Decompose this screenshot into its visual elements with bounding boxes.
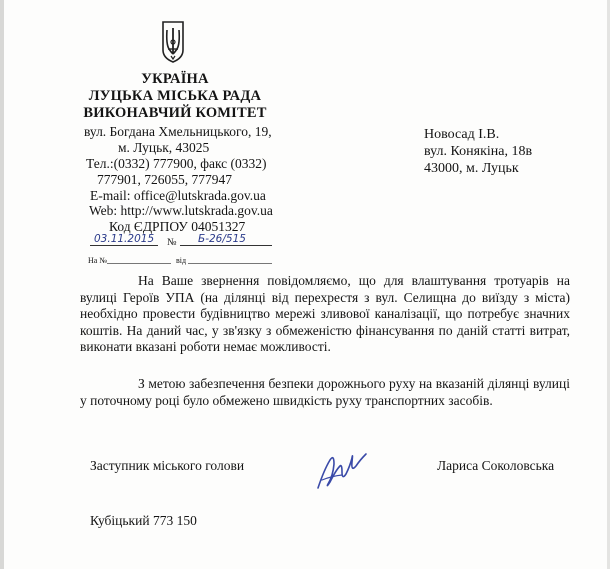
outgoing-number-label: № [167,237,177,248]
letterhead-email: E-mail: office@lutskrada.gov.ua [90,188,266,203]
letterhead-address-city: м. Луцьк, 43025 [118,140,210,155]
scan-edge-left [0,0,4,569]
body-paragraph-2: З метою забезпечення безпеки дорожнього руху на вказаній ділянці вулиці у поточному році було обмежено швидкість руху транспортних засобів. [80,376,570,408]
letterhead-address-street: вул. Богдана Хмельницького, 19, [84,124,272,139]
incoming-date-line [188,263,272,264]
recipient-street: вул. Конякіна, 18в [424,144,533,159]
incoming-number-label: На № [88,256,107,265]
letterhead-website: Web: http://www.lutskrada.gov.ua [89,203,273,218]
outgoing-number: Б-26/515 [198,233,246,245]
recipient-name: Новосад І.В. [424,127,500,142]
letterhead-edrpou: Код ЄДРПОУ 04051327 [109,219,246,234]
letterhead-country: УКРАЇНА [141,71,209,87]
letterhead-committee: ВИКОНАВЧИЙ КОМІТЕТ [83,105,267,121]
recipient-block [424,126,532,177]
trident-emblem-icon [160,20,186,64]
outgoing-date: 03.11.2015 [94,233,155,245]
body-paragraph-1: На Ваше звернення повідомляємо, що для влаштування тротуарів на вулиці Героїв УПА (на ділянці від перехрестя з вул. Селищна до виїзду з міста) необхідно провести будівництво мережі зливової каналізації, що потребує значних коштів. На даний час, у зв'язку з обмеженістю фінансування по даній статті витрат, виконати вказані роботи немає можливості. [80,273,570,354]
outgoing-date-line [90,245,158,246]
letterhead-phone-fax: 777901, 726055, 777947 [97,172,232,187]
incoming-date-label: від [176,256,187,265]
incoming-number-line [107,263,171,264]
signer-name: Лариса Соколовська [437,458,555,473]
executor-contact: Кубіцький 773 150 [90,513,197,528]
signer-position: Заступник міського голови [90,458,245,473]
outgoing-number-line [180,245,272,246]
recipient-city: 43000, м. Луцьк [424,161,519,176]
handwritten-signature-icon [312,440,372,500]
letterhead-council: ЛУЦЬКА МІСЬКА РАДА [88,88,262,104]
letterhead-phone: Тел.:(0332) 777900, факс (0332) [86,156,267,171]
